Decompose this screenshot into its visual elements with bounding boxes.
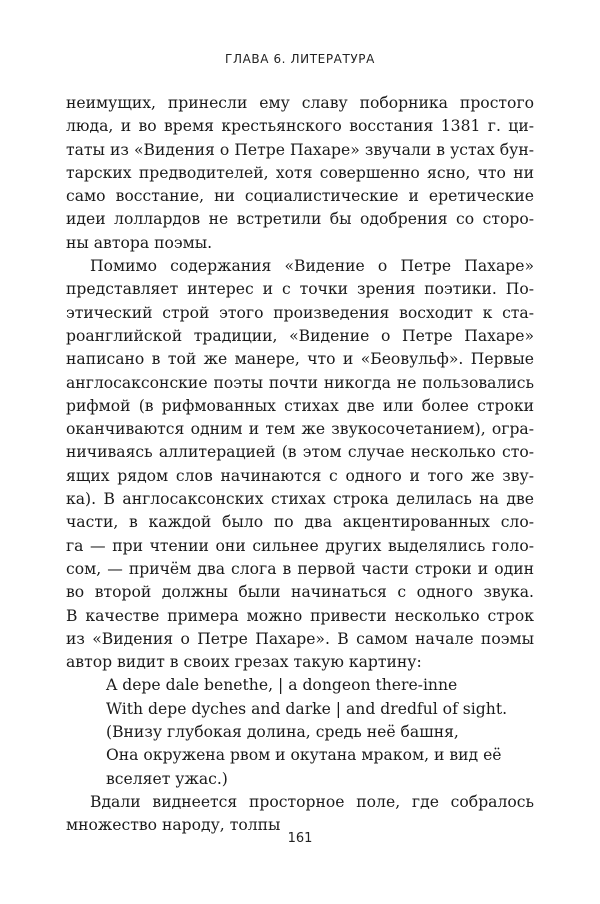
text-line: представляет интерес и с точки зрения поэтики. По- bbox=[66, 280, 534, 299]
text-line: В качестве примера можно привести несколько строк bbox=[66, 606, 534, 625]
text-line: Вдали виднеется просторное поле, где собралось bbox=[90, 792, 534, 811]
text-line: роанглийской традиции, «Видение о Петре Пахаре» bbox=[66, 326, 534, 345]
paragraph-2 bbox=[66, 255, 534, 674]
text-line: написано в той же манере, что и «Беовульф». Первые bbox=[66, 350, 534, 369]
text-line: части, в каждой было по два акцентированных сло- bbox=[66, 513, 534, 532]
verse-line: With depe dyches and darke | and dredful of sight. bbox=[106, 699, 508, 718]
text-line: англосаксонские поэты почти никогда не пользовались bbox=[66, 373, 534, 392]
verse-line: Она окружена рвом и окутана мраком, и вид её bbox=[106, 746, 502, 765]
verse-quote bbox=[66, 674, 534, 790]
text-line: ка). В англосаксонских стихах строка делилась на две bbox=[66, 490, 534, 509]
paragraph-1 bbox=[66, 92, 534, 255]
text-line: множество народу, толпы bbox=[66, 816, 281, 835]
text-line: Помимо содержания «Видение о Петре Пахаре» bbox=[90, 257, 534, 276]
text-line: из «Видения о Петре Пахаре». В самом начале поэмы bbox=[66, 629, 534, 648]
text-line: идеи лоллардов не встретили бы одобрения со сторо- bbox=[66, 210, 534, 229]
text-line: ничиваясь аллитерацией (в этом случае несколько сто- bbox=[66, 443, 534, 462]
text-line: ны автора поэмы. bbox=[66, 233, 213, 252]
verse-line: (Внизу глубокая долина, средь неё башня, bbox=[106, 723, 459, 742]
verse-line: A depe dale benethe, | a dongeon there-inne bbox=[106, 676, 458, 695]
text-line: сом, — причём два слога в первой части строки и один bbox=[66, 559, 534, 578]
running-head: ГЛАВА 6. ЛИТЕРАТУРА bbox=[225, 52, 375, 66]
text-line: рифмой (в рифмованных стихах две или более строки bbox=[66, 396, 534, 415]
text-line: тарских предводителей, хотя совершенно ясно, что ни bbox=[66, 163, 534, 182]
page-number: 161 bbox=[287, 831, 313, 846]
verse-line: вселяет ужас.) bbox=[106, 769, 228, 788]
text-line: автор видит в своих грезах такую картину: bbox=[66, 653, 422, 672]
text-line: ящих рядом слов начинаются с одного и того же зву- bbox=[66, 466, 534, 485]
text-line: люда, и во время крестьянского восстания 1381 г. ци- bbox=[66, 117, 534, 136]
text-line: таты из «Видения о Петре Пахаре» звучали в устах бун- bbox=[66, 140, 534, 159]
text-line: неимущих, принесли ему славу поборника простого bbox=[66, 94, 534, 112]
text-line: само восстание, ни социалистические и еретические bbox=[66, 187, 534, 206]
text-line: га — при чтении они сильнее других выделялись голо- bbox=[66, 536, 534, 555]
text-line: во второй должны были начинаться с одного звука. bbox=[66, 583, 534, 602]
text-line: этический строй этого произведения восходит к ста- bbox=[66, 303, 534, 322]
text-line: оканчиваются одним и тем же звукосочетанием), огра- bbox=[66, 420, 534, 439]
body-text bbox=[66, 92, 534, 838]
